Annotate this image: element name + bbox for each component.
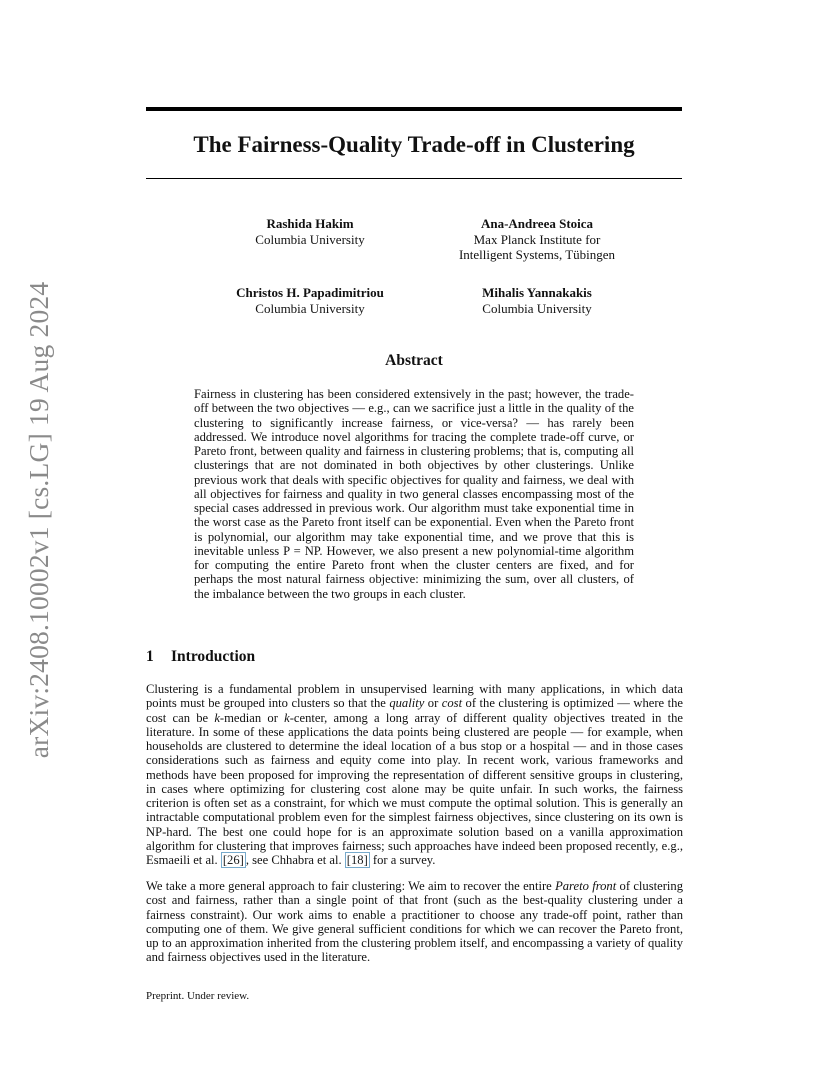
text-run: for a survey.	[369, 853, 436, 867]
title-top-rule	[146, 107, 682, 111]
text-run: -center, among a long array of different quality objectives treated in the literature. In some of these applications the data points being clustered are people — for example, when households are clustered to determine the ideal location of a bus stop or a hospital — and in those cases considerations such as fairness and equity come into play. In recent work, various frameworks and methods have been proposed for improving the representation of different sensitive groups in clustering, in cases where optimizing for clustering cost alone may be quite unfair. In such works, the fairness criterion is often set as a constraint, for which we must compute the optimal solution. This is generally an intractable computational problem even for the simplest fairness objectives, since clustering on its own is NP-hard. The best one could hope for is an approximate solution based on a vanilla approximation algorithm for clustering that improves fairness; such approaches have indeed been proposed recently, e.g., Esmaeili et al.	[146, 710, 683, 867]
text-run: We take a more general approach to fair clustering: We aim to recover the entire	[146, 879, 556, 893]
arxiv-identifier: arXiv:2408.10002v1 [cs.LG] 19 Aug 2024	[23, 281, 54, 759]
author-affiliation: Columbia University	[255, 300, 365, 316]
author-block	[447, 216, 627, 263]
author-block	[230, 216, 390, 247]
author-affiliation: Max Planck Institute for	[473, 231, 601, 247]
citation-link[interactable]: [18]	[346, 853, 368, 867]
paper-title: The Fairness-Quality Trade-off in Clustering	[193, 132, 635, 157]
section-heading	[146, 648, 255, 666]
author-name: Mihalis Yannakakis	[482, 285, 592, 300]
intro-paragraph-1	[146, 682, 683, 867]
text-run: Clustering is a fundamental problem in unsupervised learning with many applications, in which data points must be grouped into clusters so that the	[146, 682, 683, 711]
emphasis: Pareto front	[555, 879, 617, 893]
text-run: of the clustering is optimized — where the cost can be	[146, 696, 683, 725]
section-number: 1	[146, 648, 154, 665]
text-run: of clustering cost and fairness, rather than a single point of that front (such as the best-quality clustering under a fairness constraint). Our work aims to enable a practitioner to choose any trade-off point, rather than computing one of them. We give general sufficient conditions for which we can recover the Pareto front, up to an approximation inherited from the clustering problem itself, and encompassing a variety of quality and fairness objectives used in the literature.	[146, 879, 684, 965]
author-block	[447, 285, 627, 316]
author-name: Christos H. Papadimitriou	[236, 285, 384, 300]
emphasis: cost	[441, 696, 463, 711]
math-symbol: k	[214, 710, 220, 725]
citation-link[interactable]: [26]	[222, 853, 244, 867]
author-block	[220, 285, 400, 316]
math-symbol: k	[284, 710, 290, 725]
abstract-body: Fairness in clustering has been considered extensively in the past; however, the trade-off between the two objectives — e.g., can we sacrifice just a little in the quality of the clustering to significantly increase fairness, or vice-versa? — has rarely been addressed. We introduce novel algorithms for tracing the complete trade-off curve, or Pareto front, between quality and fairness in clustering problems; that is, computing all clusterings that are not dominated in both objectives by other clusterings. Unlike previous work that deals with specific objectives for quality and fairness, we deal with all objectives for fairness and quality in two general classes encompassing most of the special cases addressed in previous work. Our algorithm must take exponential time in the worst case as the Pareto front itself can be exponential. Even when the Pareto front is polynomial, our algorithm may take exponential time, and we prove that this is inevitable unless P = NP. However, we also present a new polynomial-time algorithm for computing the entire Pareto front when the cluster centers are fixed, and for perhaps the most natural fairness objective: minimizing the sum, over all clusters, of the imbalance between the two groups in each cluster.	[194, 387, 634, 601]
text-run: -median or	[219, 710, 285, 725]
author-affiliation: Columbia University	[255, 231, 365, 247]
intro-paragraph-2	[146, 879, 683, 965]
author-affiliation: Intelligent Systems, Tübingen	[458, 247, 616, 262]
author-name: Rashida Hakim	[266, 216, 354, 231]
title-bottom-rule	[146, 178, 682, 179]
author-name: Ana-Andreea Stoica	[480, 216, 594, 231]
text-run: , see Chhabra et al.	[245, 853, 345, 867]
abstract-heading: Abstract	[385, 352, 443, 369]
emphasis: quality	[389, 696, 425, 711]
author-affiliation: Columbia University	[482, 300, 592, 316]
footer-note: Preprint. Under review.	[146, 990, 250, 1002]
section-title: Introduction	[171, 648, 256, 665]
text-run: or	[424, 696, 442, 711]
